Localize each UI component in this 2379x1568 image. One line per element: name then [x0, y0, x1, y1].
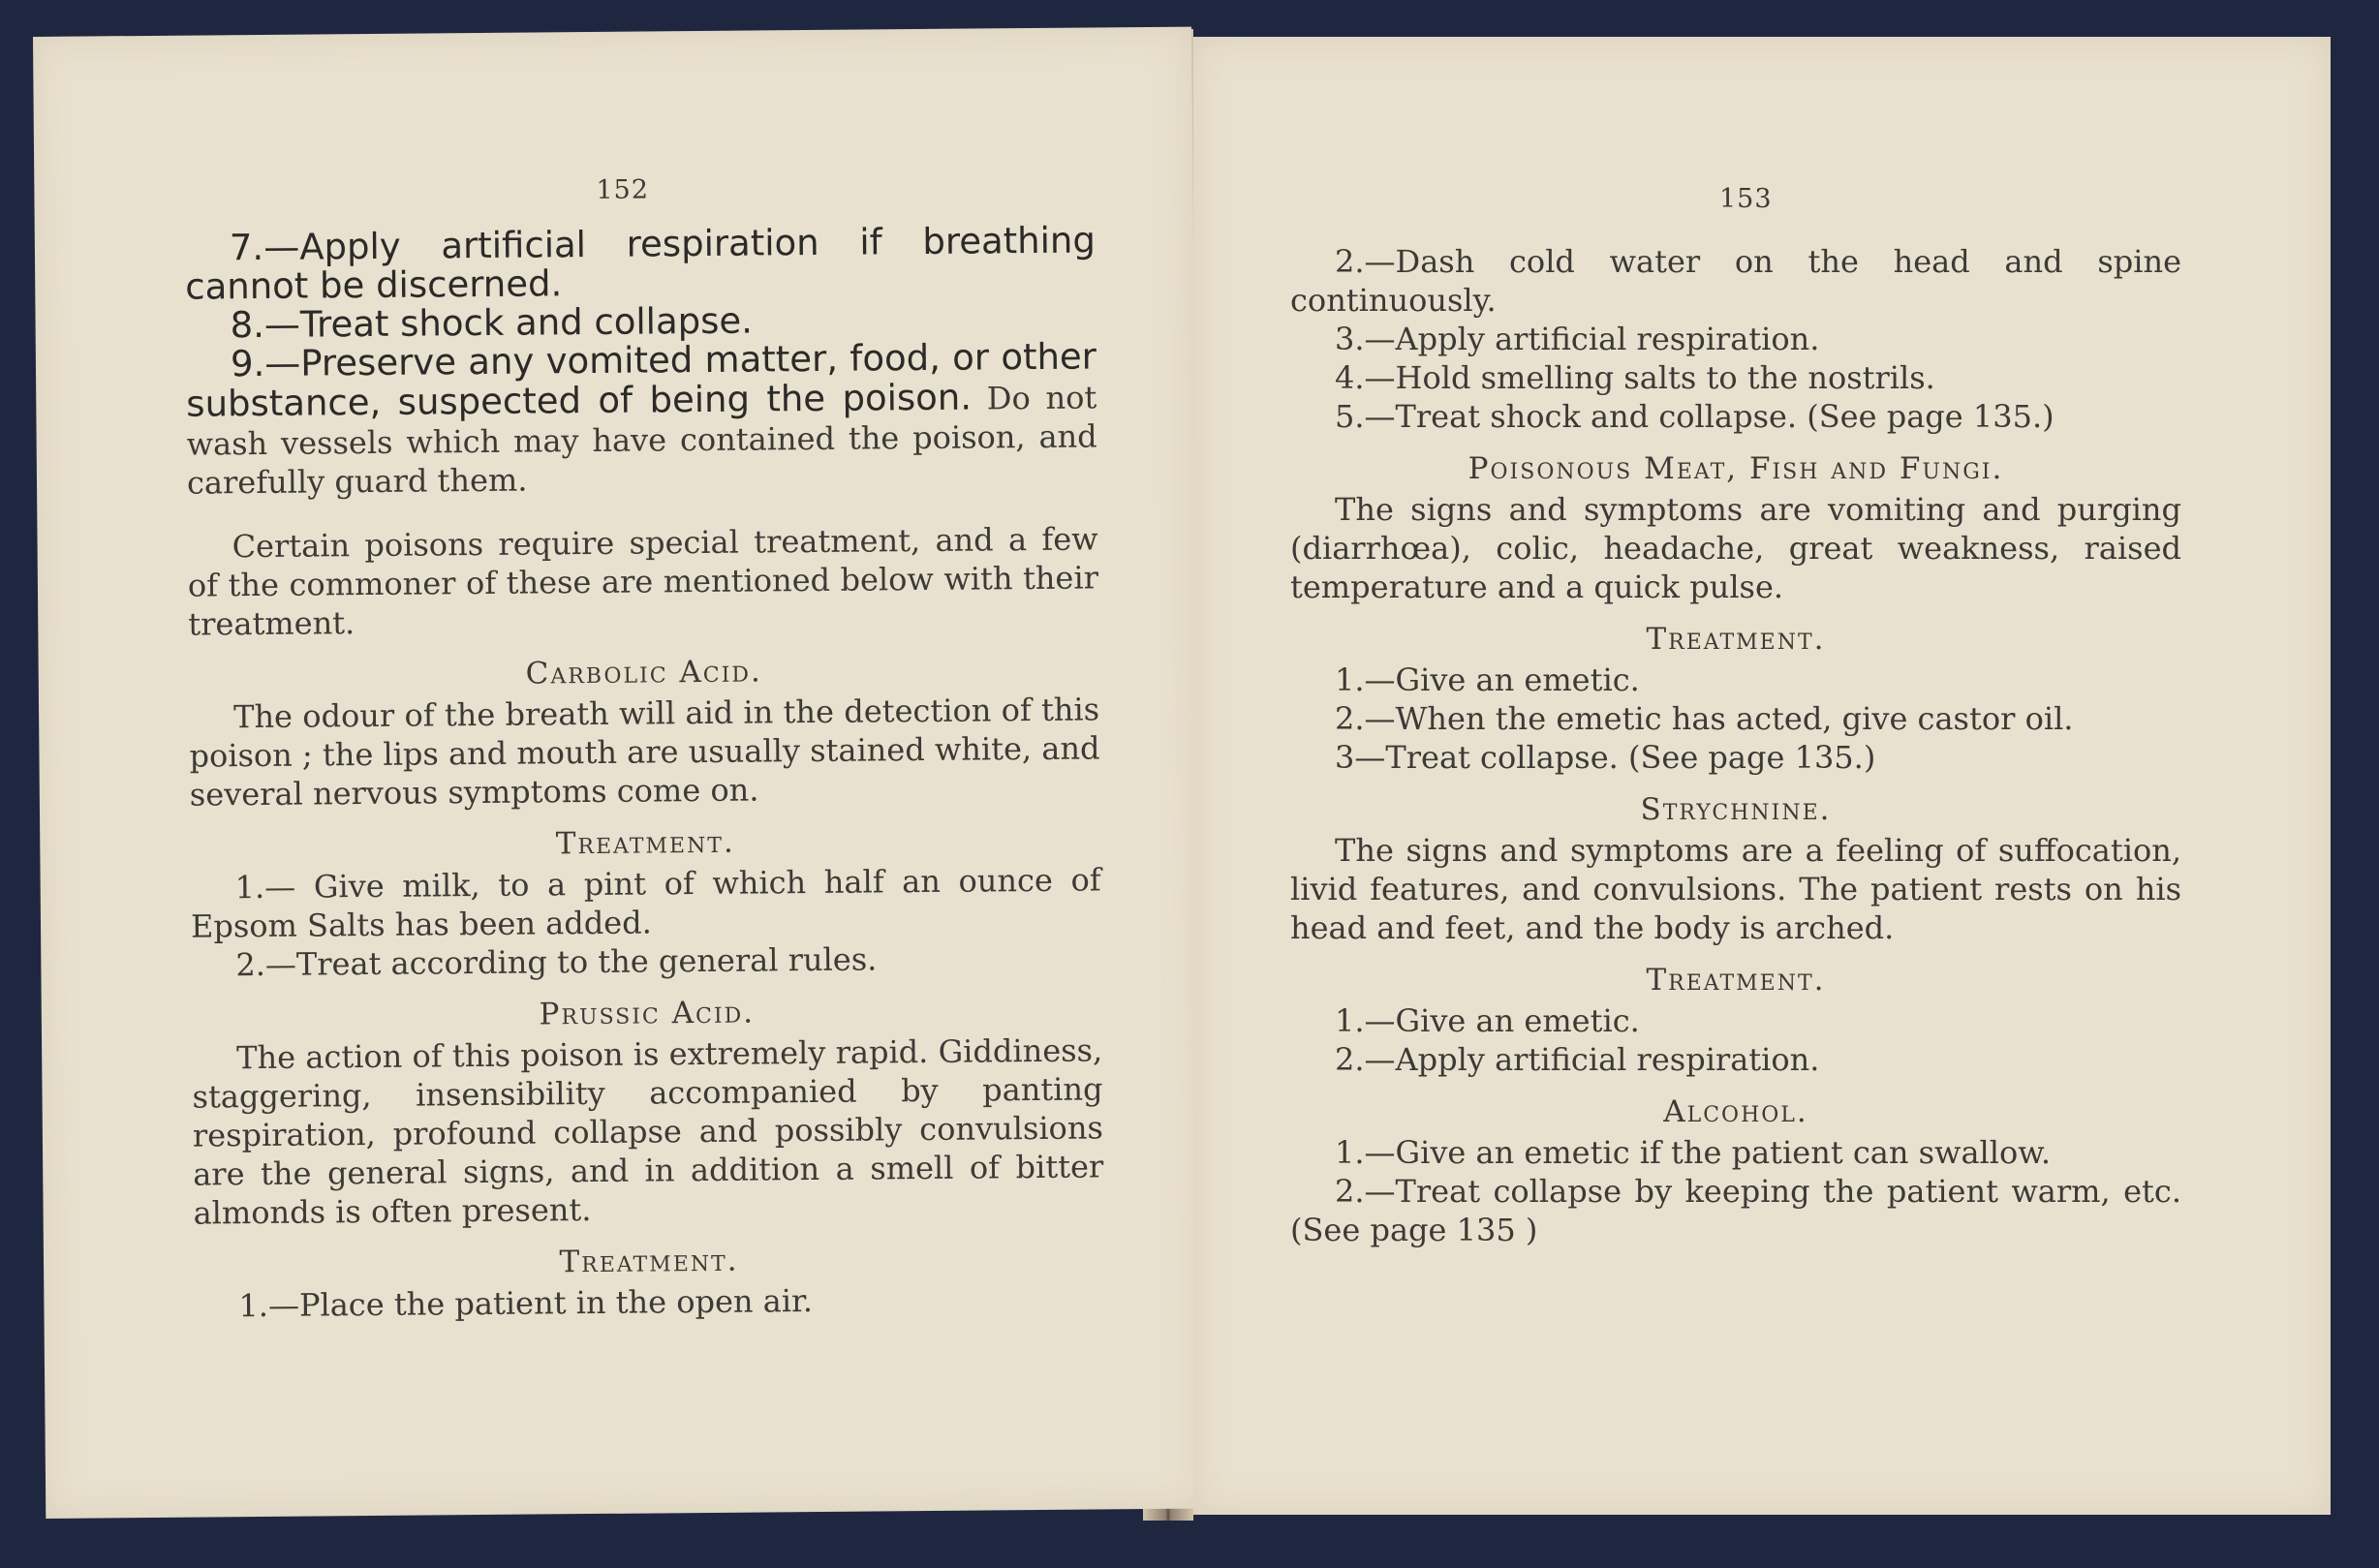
prussic-treatment-1: 1.—Place the patient in the open air.: [238, 1282, 814, 1325]
strychnine-treatment-1: 1.—Give an emetic.: [1335, 1002, 1640, 1039]
instruction-5: 5.—Treat shock and collapse. (See page 135.): [1335, 398, 2055, 435]
section-heading-strychnine: Strychnine.: [1640, 792, 1832, 827]
treatment-heading: Treatment.: [555, 824, 735, 862]
meat-treatment-1: 1.—Give an emetic.: [1335, 661, 1640, 698]
strychnine-treatment-2: 2.—Apply artificial respiration.: [1335, 1041, 1820, 1078]
instruction-9: [186, 337, 1097, 502]
right-page: [1193, 37, 2331, 1515]
section-heading-poisonous-meat: Poisonous Meat, Fish and Fungi.: [1468, 451, 2004, 486]
instruction-9-bold: 9.—Preserve any vomited matter, food, or other substance, suspected of being the poison.: [186, 335, 1097, 425]
instruction-9-text: Do not wash vessels which may have contained the poison, and carefully guard them.: [186, 379, 1097, 502]
carbolic-acid-description: The odour of the breath will aid in the detection of this poison ; the lips and mouth are usually stained white, and several nervous symptoms come on.: [189, 691, 1100, 814]
alcohol-treatment-2: 2.—Treat collapse by keeping the patient warm, etc. (See page 135 ): [1290, 1173, 2181, 1248]
instruction-3: 3.—Apply artificial respiration.: [1335, 321, 1820, 357]
carbolic-treatment-2: 2.—Treat according to the general rules.: [235, 940, 878, 984]
meat-treatment-2: 2.—When the emetic has acted, give castor oil.: [1335, 700, 2074, 737]
carbolic-treatment-1: 1.— Give milk, to a pint of which half an ounce of Epsom Salts has been added.: [190, 861, 1101, 945]
poisonous-meat-description: The signs and symptoms are vomiting and purging (diarrhœa), colic, headache, great weakness, raised temperature and a quick pulse.: [1290, 491, 2181, 605]
meat-treatment-3: 3—Treat collapse. (See page 135.): [1335, 739, 1876, 776]
treatment-heading: Treatment.: [1646, 622, 1826, 657]
prussic-acid-description: The action of this poison is extremely rapid. Giddiness, staggering, insensibility accompanied by panting respiration, profound collapse and possibly convulsions are the general signs, and in addition a smell of bitter almonds is often present.: [192, 1031, 1104, 1232]
treatment-heading: Treatment.: [1646, 963, 1826, 998]
page-number: 153: [1719, 184, 1773, 214]
left-page-text: [185, 221, 1105, 1325]
instruction-8: 8.—Treat shock and collapse.: [230, 299, 754, 347]
instruction-4: 4.—Hold smelling salts to the nostrils.: [1335, 359, 1935, 396]
intro-paragraph: Certain poisons require special treatment, and a few of the commoner of these are mentioned below with their treatment.: [187, 520, 1099, 643]
instruction-2: 2.—Dash cold water on the head and spine continuously.: [1290, 243, 2181, 319]
treatment-heading: Treatment.: [559, 1243, 739, 1280]
section-heading-carbolic-acid: Carbolic Acid.: [525, 654, 762, 692]
instruction-7: 7.—Apply artificial respiration if breathing cannot be discerned.: [185, 219, 1097, 308]
strychnine-description: The signs and symptoms are a feeling of suffocation, livid features, and convulsions. The patient rests on his head and feet, and the body is arched.: [1290, 832, 2181, 946]
section-heading-prussic-acid: Prussic Acid.: [539, 995, 756, 1032]
right-page-text: [1290, 242, 2181, 1249]
section-heading-alcohol: Alcohol.: [1663, 1094, 1808, 1129]
left-page: [33, 27, 1204, 1519]
page-number: 152: [596, 174, 650, 205]
alcohol-treatment-1: 1.—Give an emetic if the patient can swallow.: [1335, 1134, 2052, 1171]
